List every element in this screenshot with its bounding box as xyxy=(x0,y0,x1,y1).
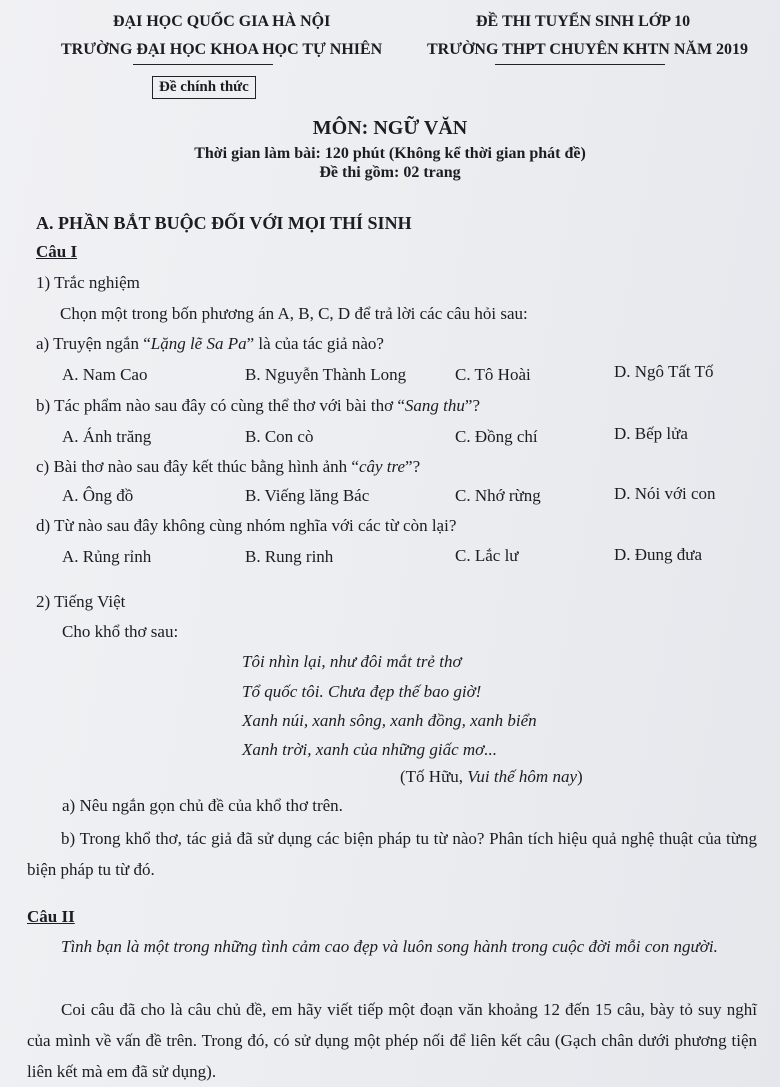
mc-question-d: d) Từ nào sau đây không cùng nhóm nghĩa với các từ còn lại? xyxy=(36,516,457,535)
poem-line-4: Xanh trời, xanh của những giấc mơ... xyxy=(242,740,497,759)
mc-question-a: a) Truyện ngắn “Lặng lẽ Sa Pa” là của tác giả nào? xyxy=(36,334,384,353)
poem-line-2: Tổ quốc tôi. Chưa đẹp thế bao giờ! xyxy=(242,682,482,701)
poem-source: (Tố Hữu, Vui thế hôm nay) xyxy=(400,767,583,786)
option-d-c: C. Lắc lư xyxy=(455,546,519,565)
part-2-label: 2) Tiếng Việt xyxy=(36,592,126,611)
time-limit: Thời gian làm bài: 120 phút (Không kể thời gian phát đề) xyxy=(194,145,586,162)
poem-line-3: Xanh núi, xanh sông, xanh đồng, xanh biển xyxy=(242,711,537,730)
mc-instruction: Chọn một trong bốn phương án A, B, C, D để trả lời các câu hỏi sau: xyxy=(60,304,528,323)
mc-question-b: b) Tác phẩm nào sau đây có cùng thể thơ với bài thơ “Sang thu”? xyxy=(36,396,480,415)
option-a-a: A. Nam Cao xyxy=(62,365,148,384)
option-b-a: A. Ánh trăng xyxy=(62,427,152,446)
page-count: Đề thi gồm: 02 trang xyxy=(319,164,461,181)
faculty-name: TRƯỜNG ĐẠI HỌC KHOA HỌC TỰ NHIÊN xyxy=(61,41,383,58)
question-2-heading: Câu II xyxy=(27,907,75,926)
option-b-c: C. Đồng chí xyxy=(455,427,538,446)
question-2a: a) Nêu ngắn gọn chủ đề của khổ thơ trên. xyxy=(62,796,343,815)
option-d-b: B. Rung rinh xyxy=(245,547,334,566)
question-1-heading: Câu I xyxy=(36,242,78,261)
poem-line-1: Tôi nhìn lại, như đôi mắt trẻ thơ xyxy=(242,652,462,671)
part-1-label: 1) Trắc nghiệm xyxy=(36,273,140,292)
header-left-underline xyxy=(133,64,273,65)
option-a-b: B. Nguyễn Thành Long xyxy=(245,365,407,384)
option-c-a: A. Ông đồ xyxy=(62,486,134,505)
option-d-a: A. Rủng rỉnh xyxy=(62,547,152,566)
option-d-d: D. Đung đưa xyxy=(614,545,703,564)
question-2b: b) Trong khổ thơ, tác giả đã sử dụng các biện pháp tu từ nào? Phân tích hiệu quả nghệ thuật của từng biện pháp tu từ đó. xyxy=(27,829,757,879)
header-right-underline xyxy=(495,64,665,65)
option-b-b: B. Con cò xyxy=(245,427,314,446)
option-a-c: C. Tô Hoài xyxy=(455,365,531,384)
university-name: ĐẠI HỌC QUỐC GIA HÀ NỘI xyxy=(113,13,331,30)
poem-intro: Cho khổ thơ sau: xyxy=(62,622,179,641)
option-c-d: D. Nói với con xyxy=(614,484,716,503)
option-c-b: B. Viếng lăng Bác xyxy=(245,486,370,505)
section-a-heading: A. PHẦN BẮT BUỘC ĐỐI VỚI MỌI THÍ SINH xyxy=(36,213,412,233)
option-c-c: C. Nhớ rừng xyxy=(455,486,541,505)
mc-question-c: c) Bài thơ nào sau đây kết thúc bằng hình ảnh “cây tre”? xyxy=(36,457,421,476)
question-2-task: Coi câu đã cho là câu chủ đề, em hãy viết tiếp một đoạn văn khoảng 12 đến 15 câu, bày tỏ suy nghĩ của mình về vấn đề trên. Trong đó, có sử dụng một phép nối để liên kết câu (Gạch chân dưới phương tiện liên kết mà em đã sử dụng). xyxy=(27,1000,757,1081)
option-b-d: D. Bếp lửa xyxy=(614,424,688,443)
option-a-d: D. Ngô Tất Tố xyxy=(614,362,714,381)
question-2-prompt: Tình bạn là một trong những tình cảm cao đẹp và luôn song hành trong cuộc đời mỗi con người. xyxy=(61,937,718,956)
school-name: TRƯỜNG THPT CHUYÊN KHTN NĂM 2019 xyxy=(427,41,749,58)
exam-title: ĐỀ THI TUYỂN SINH LỚP 10 xyxy=(476,13,691,30)
official-stamp: Đề chính thức xyxy=(152,76,256,99)
subject-title: MÔN: NGỮ VĂN xyxy=(312,117,468,139)
